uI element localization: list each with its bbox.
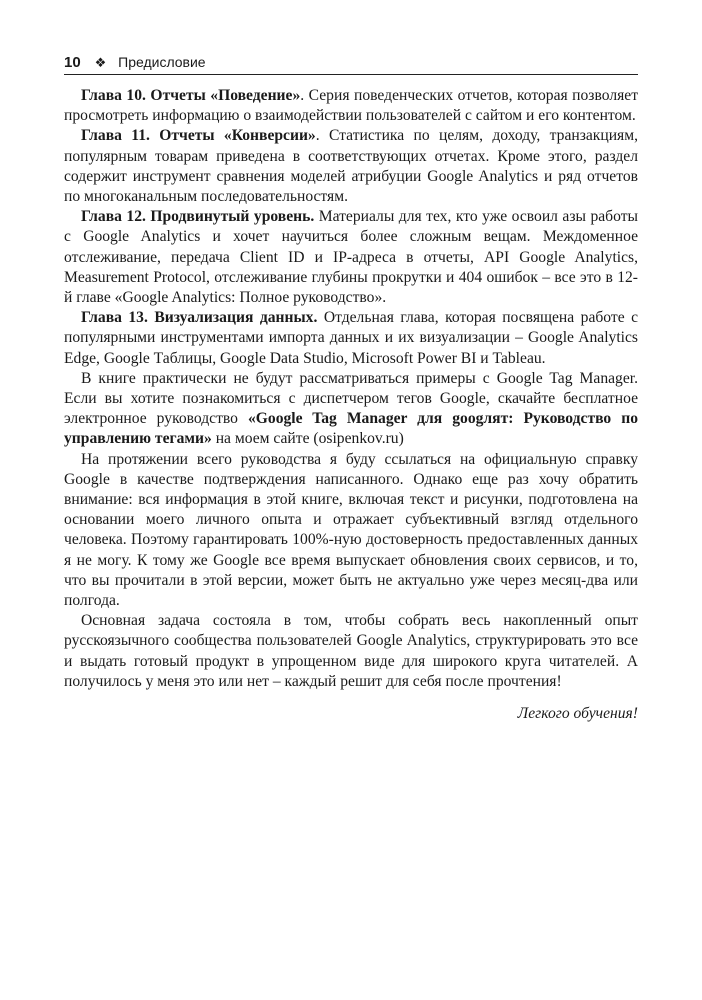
chapter-12-title: Глава 12. Продвинутый уровень. (81, 208, 315, 226)
page-header (64, 52, 638, 75)
chapter-13-paragraph (64, 308, 638, 369)
gtm-paragraph (64, 369, 638, 450)
chapter-12-text: Материалы для тех, кто уже освоил азы работы с Google Analytics и хочет научиться более сложным вещам. Междоменное отслеживание, передача Client ID и IP-адреса в отчеты, API Google Analytics, Measurement Protocol, отслеживание глубины прокрутки и 404 ошибок – все это в 12-й главе «Google Analytics: Полное руководство». (64, 208, 638, 307)
signoff: Легкого обучения! (517, 705, 638, 723)
section-title: Предисловие (118, 54, 206, 70)
chapter-11-text: . Статистика по целям, доходу, транзакциям, популярным товарам приведена в соответствующих отчетах. Кроме этого, раздел содержит инструмент сравнения моделей атрибуции Google Analytics и ряд отчетов по многоканальным последовательностям. (64, 127, 638, 206)
chapter-13-text: Отдельная глава, которая посвящена работе с популярными инструментами импорта данных и их визуализации – Google Analytics Edge, Google Таблицы, Google Data Studio, Microsoft Power BI и Tableau. (64, 309, 638, 367)
body-paragraph: Основная задача состояла в том, чтобы собрать весь накопленный опыт русскоязычного сообщества пользователей Google Analytics, структурировать это все и выдать готовый продукт в упрощенном виде для широкого круга читателей. А получилось у меня это или нет – каждый решит для себя после прочтения! (64, 612, 638, 690)
chapter-10-paragraph (64, 86, 638, 126)
chapter-11-title: Глава 11. Отчеты «Конверсии» (81, 127, 316, 145)
gtm-text-before: В книге практически не будут рассматриваться примеры с Google Tag Manager. Если вы хотите познакомиться с диспетчером тегов Google, скачайте бесплатное электронное руководство (64, 369, 638, 428)
page-number: 10 (64, 54, 81, 71)
page-body (64, 86, 638, 724)
chapter-10-title: Глава 10. Отчеты «Поведение» (81, 87, 301, 104)
diamond-separator-icon: ❖ (94, 55, 107, 70)
body-paragraph: На протяжении всего руководства я буду ссылаться на официальную справку Google в качестве подтверждения написанного. Однако еще раз хочу обратить внимание: вся информация в этой книге, включая текст и рисунки, подготовлена на основании моего личного опыта и отражает субъективный взгляд отдельного человека. Поэтому гарантировать 100%-ную достоверность предоставленных данных я не могу. К тому же Google все время выпускает обновления своих сервисов, и то, что вы прочитали в этой версии, может быть не актуально уже через месяц-два или полгода. (64, 450, 638, 610)
chapter-10-text: . Серия поведенческих отчетов, которая позволяет просмотреть информацию о взаимодействии пользователей с сайтом и его контентом. (64, 87, 639, 125)
gtm-text-after: на моем сайте (osipenkov.ru) (211, 430, 404, 448)
chapter-13-title: Глава 13. Визуализация данных. (81, 309, 318, 327)
gtm-guide-title: «Google Tag Manager для googлят: Руководство по управлению тегами» (64, 410, 638, 448)
chapter-11-paragraph (64, 126, 638, 207)
chapter-12-paragraph (64, 207, 638, 308)
